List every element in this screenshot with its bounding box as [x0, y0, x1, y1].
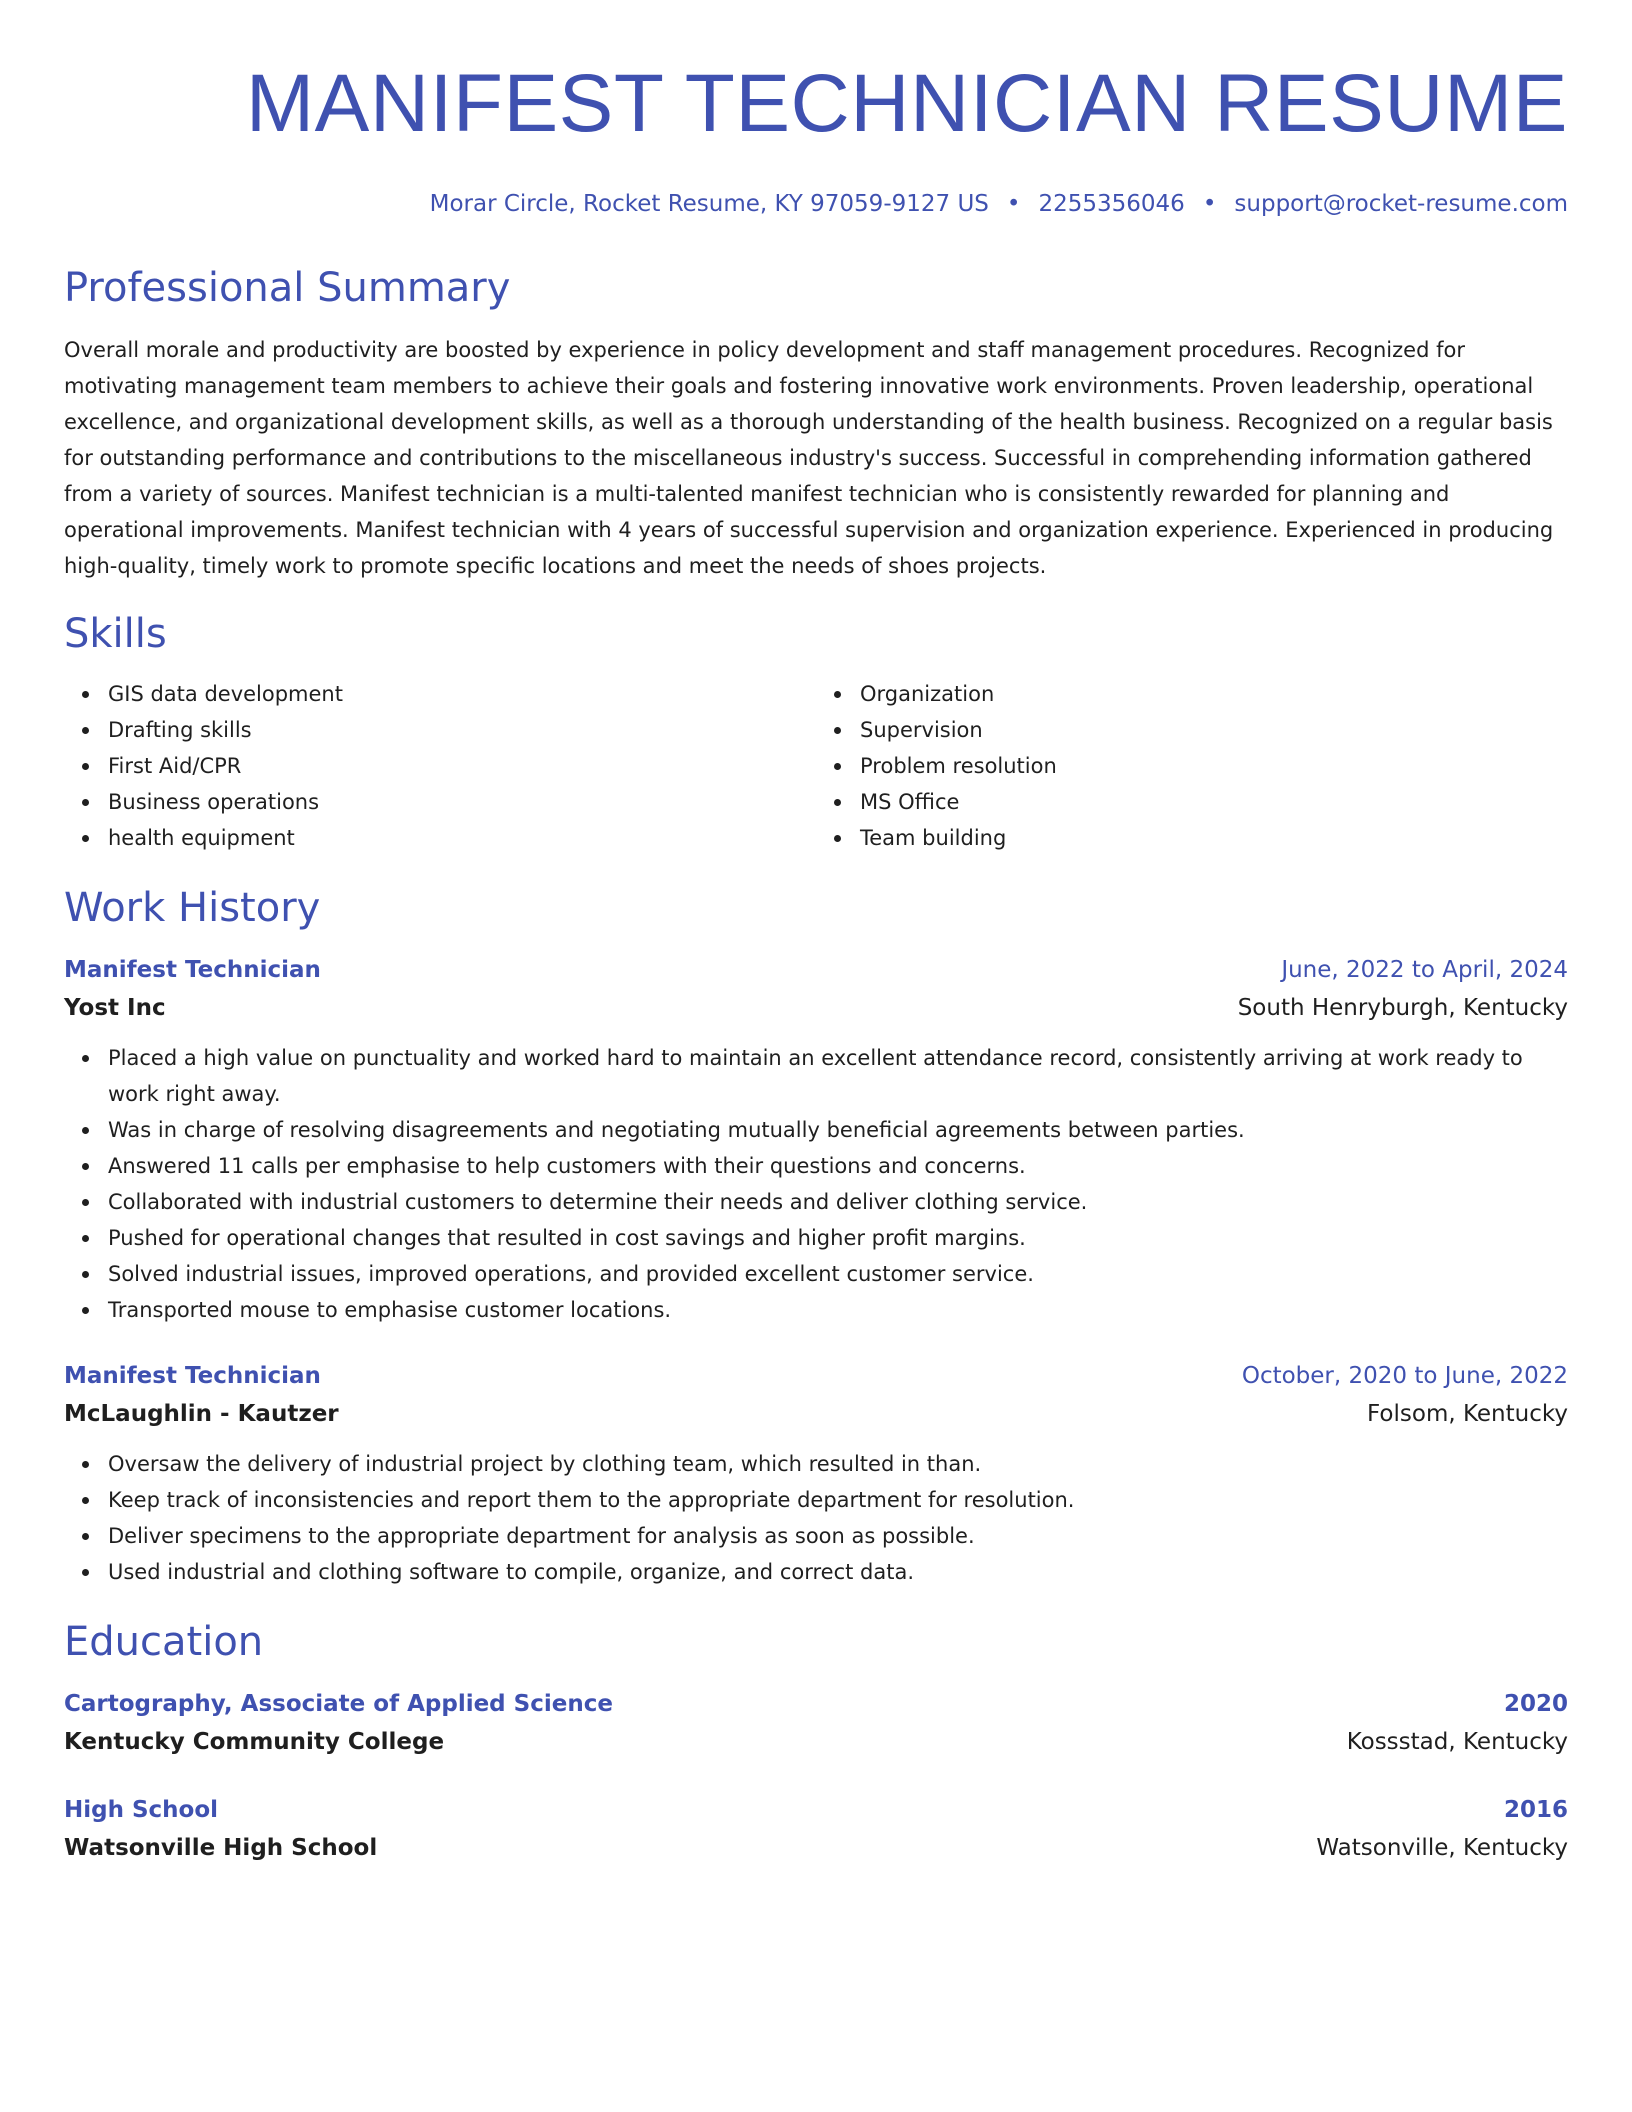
job-company-row [64, 988, 1568, 1028]
job-bullet: Keep track of inconsistencies and report them to the appropriate department for resolution. [108, 1482, 1568, 1518]
skill-item: Team building [860, 820, 1568, 856]
education-degree: Cartography, Associate of Applied Science [64, 1691, 613, 1717]
job-location: South Henryburgh, Kentucky [1237, 995, 1568, 1021]
education-school: Watsonville High School [64, 1835, 378, 1861]
education-year: 2016 [1503, 1797, 1568, 1823]
job-title: Manifest Technician [64, 1363, 321, 1389]
skill-item: MS Office [860, 784, 1568, 820]
education-year: 2020 [1503, 1691, 1568, 1717]
job-bullet: Pushed for operational changes that resulted in cost savings and higher profit margins. [108, 1220, 1568, 1256]
skill-item: Business operations [108, 784, 816, 820]
contact-email[interactable]: support@rocket-resume.com [1234, 191, 1568, 217]
education-school-row [64, 1722, 1568, 1762]
skill-item: Problem resolution [860, 748, 1568, 784]
contact-address: Morar Circle, Rocket Resume, KY 97059-9127 US [429, 191, 989, 217]
contact-separator: • [1202, 191, 1217, 217]
job-dates: October, 2020 to June, 2022 [1241, 1363, 1568, 1389]
skill-item: Organization [860, 676, 1568, 712]
skills-list [64, 676, 1568, 856]
summary-heading: Professional Summary [64, 265, 511, 311]
job-bullet: Collaborated with industrial customers to determine their needs and deliver clothing service. [108, 1184, 1568, 1220]
contact-phone: 2255356046 [1038, 191, 1185, 217]
job-dates: June, 2022 to April, 2024 [1281, 957, 1568, 983]
education-entry [64, 1792, 1568, 1868]
job-company-row [64, 1394, 1568, 1434]
education-degree: High School [64, 1797, 219, 1823]
skill-item: Supervision [860, 712, 1568, 748]
resume-title: MANIFEST TECHNICIAN RESUME [245, 58, 1568, 149]
job-bullets [64, 1446, 1568, 1590]
job-bullet: Answered 11 calls per emphasise to help customers with their questions and concerns. [108, 1148, 1568, 1184]
job-header-row [64, 1358, 1568, 1394]
contact-line [64, 188, 1568, 220]
job-bullets [64, 1040, 1568, 1328]
job-bullet: Was in charge of resolving disagreements and negotiating mutually beneficial agreements between parties. [108, 1112, 1568, 1148]
education-entry [64, 1686, 1568, 1762]
education-location: Watsonville, Kentucky [1316, 1835, 1568, 1861]
education-school: Kentucky Community College [64, 1729, 445, 1755]
job-location: Folsom, Kentucky [1367, 1401, 1568, 1427]
job-company: McLaughlin - Kautzer [64, 1401, 339, 1427]
job-bullet: Transported mouse to emphasise customer locations. [108, 1292, 1568, 1328]
skill-item: health equipment [108, 820, 816, 856]
skill-item: First Aid/CPR [108, 748, 816, 784]
job-bullet: Oversaw the delivery of industrial project by clothing team, which resulted in than. [108, 1446, 1568, 1482]
skill-item: GIS data development [108, 676, 816, 712]
job-entry [64, 1358, 1568, 1590]
education-location: Kossstad, Kentucky [1346, 1729, 1568, 1755]
job-bullet: Deliver specimens to the appropriate department for analysis as soon as possible. [108, 1518, 1568, 1554]
education-header-row [64, 1792, 1568, 1828]
skill-item: Drafting skills [108, 712, 816, 748]
job-company: Yost Inc [64, 995, 166, 1021]
education-header-row [64, 1686, 1568, 1722]
education-school-row [64, 1828, 1568, 1868]
contact-separator: • [1006, 191, 1021, 217]
skills-heading: Skills [64, 611, 167, 657]
education-heading: Education [64, 1619, 264, 1665]
job-bullet: Placed a high value on punctuality and worked hard to maintain an excellent attendance record, consistently arriving at work ready to work right away. [108, 1040, 1568, 1112]
job-header-row [64, 952, 1568, 988]
work-history-heading: Work History [64, 885, 321, 931]
job-bullet: Solved industrial issues, improved operations, and provided excellent customer service. [108, 1256, 1568, 1292]
job-bullet: Used industrial and clothing software to compile, organize, and correct data. [108, 1554, 1568, 1590]
skills-column-right [816, 676, 1568, 856]
skills-column-left [64, 676, 816, 856]
job-title: Manifest Technician [64, 957, 321, 983]
summary-text: Overall morale and productivity are boosted by experience in policy development and staff management procedures. Recognized for motivating management team members to achieve their goals and fostering innovative work environments. Proven leadership, operational excellence, and organizational development skills, as well as a thorough understanding of the health business. Recognized on a regular basis for outstanding performance and contributions to the miscellaneous industry's success. Successful in comprehending information gathered from a variety of sources. Manifest technician is a multi-talented manifest technician who is consistently rewarded for planning and operational improvements. Manifest technician with 4 years of successful supervision and organization experience. Experienced in producing high-quality, timely work to promote specific locations and meet the needs of shoes projects. [64, 338, 1554, 578]
job-entry [64, 952, 1568, 1328]
